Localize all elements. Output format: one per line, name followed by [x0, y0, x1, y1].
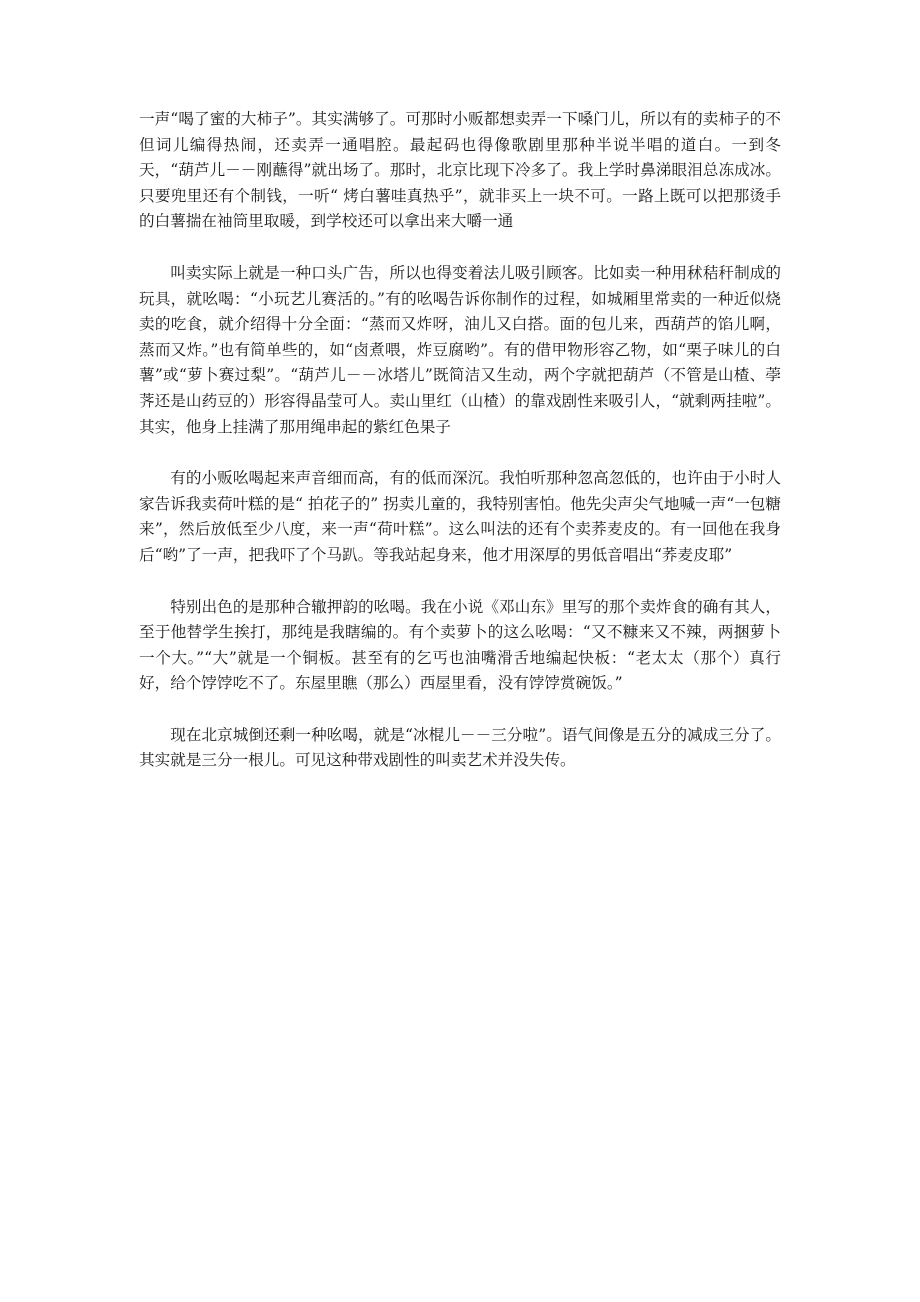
document-body: [139, 107, 781, 800]
paragraph-2: 叫卖实际上就是一种口头广告，所以也得变着法儿吸引顾客。比如卖一种用秫秸秆制成的玩具，就吆喝：“小玩艺儿赛活的。”有的吆喝告诉你制作的过程，如城厢里常卖的一种近似烧卖的吃食，就介绍得十分全面：“蒸而又炸呀，油儿又白搭。面的包儿来，西葫芦的馅儿啊，蒸而又炸。”也有简单些的，如“卤煮喂，炸豆腐哟”。有的借甲物形容乙物，如“栗子味儿的白薯”或“萝卜赛过梨”。“葫芦儿－－冰塔儿”既简洁又生动，两个字就把葫芦（不管是山楂、荸荠还是山药豆的）形容得晶莹可人。卖山里红（山楂）的靠戏剧性来吸引人，“就剩两挂啦”。其实，他身上挂满了那用绳串起的紫红色果子: [139, 263, 781, 436]
paragraph-1: 一声“喝了蜜的大柿子”。其实满够了。可那时小贩都想卖弄一下嗓门儿，所以有的卖柿子的不但词儿编得热闹，还卖弄一通唱腔。最起码也得像歌剧里那种半说半唱的道白。一到冬天，“葫芦儿－－刚蘸得”就出场了。那时，北京比现下冷多了。我上学时鼻涕眼泪总冻成冰。只要兜里还有个制钱，一听“ 烤白薯哇真热乎”，就非买上一块不可。一路上既可以把那烫手的白薯揣在袖筒里取暖，到学校还可以拿出来大嚼一通: [139, 110, 781, 231]
paragraph-5: 现在北京城倒还剩一种吆喝，就是“冰棍儿－－三分啦”。语气间像是五分的减成三分了。其实就是三分一根儿。可见这种带戏剧性的叫卖艺术并没失传。: [139, 725, 781, 770]
paragraph-4: 特别出色的是那种合辙押韵的吆喝。我在小说《邓山东》里写的那个卖炸食的确有其人，至于他替学生挨打，那纯是我瞎编的。有个卖萝卜的这么吆喝：“又不糠来又不辣，两捆萝卜一个大。”“大”就是一个铜板。甚至有的乞丐也油嘴滑舌地编起快板：“老太太（那个）真行好，给个饽饽吃不了。东屋里瞧（那么）西屋里看，没有饽饽赏碗饭。”: [139, 597, 781, 693]
paragraph-3: 有的小贩吆喝起来声音细而高，有的低而深沉。我怕听那种忽高忽低的，也许由于小时人家告诉我卖荷叶糕的是“ 拍花子的” 拐卖儿童的，我特别害怕。他先尖声尖气地喊一声“一包糖来”，然后放低至少八度，来一声“荷叶糕”。这么叫法的还有个卖荞麦皮的。有一回他在我身后“哟”了一声，把我吓了个马趴。等我站起身来，他才用深厚的男低音唱出“荞麦皮耶”: [139, 469, 781, 564]
